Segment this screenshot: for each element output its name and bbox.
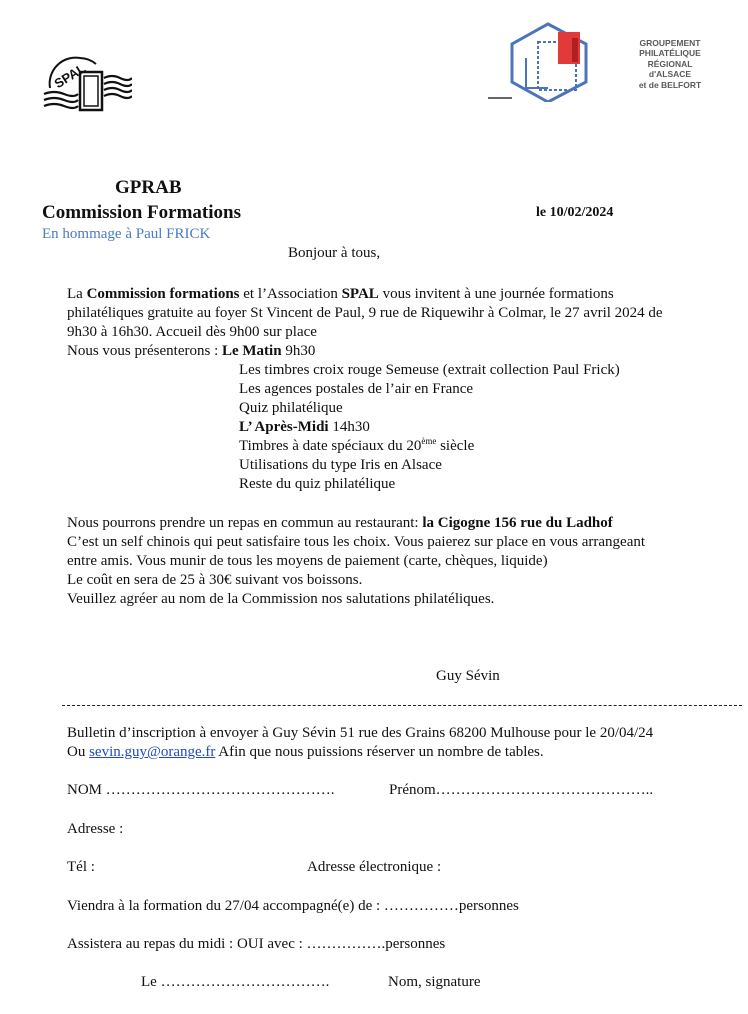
tribute-line: En hommage à Paul FRICK [42, 226, 211, 242]
org-name: GPRAB [115, 177, 182, 198]
commission-title: Commission Formations [42, 202, 241, 223]
afternoon-label: L’ Après-Midi [239, 419, 329, 435]
meal-line: Le coût en sera de 25 à 30€ suivant vos boissons. [67, 572, 363, 588]
intro-line: philatéliques gratuite au foyer St Vincent de Paul, 9 rue de Riquewihr à Colmar, le 27 avril 2024 de [67, 305, 663, 321]
registration-instructions [67, 724, 653, 762]
intro-bold: Commission formations [86, 286, 240, 302]
restaurant-name: la Cigogne 156 rue du Ladhof [422, 515, 613, 531]
afternoon-heading [239, 418, 370, 437]
program-item: Utilisations du type Iris en Alsace [239, 457, 442, 473]
bulletin-text: Afin que nous puissions réserver un nombre de tables. [215, 744, 544, 760]
morning-time: 9h30 [281, 343, 316, 359]
spal-logo-text: SPAL [51, 60, 89, 92]
meal-line: C’est un self chinois qui peut satisfaire tous les choix. Vous paierez sur place en vous arrangeant [67, 534, 646, 550]
item-text: siècle [436, 438, 475, 454]
letter-date: le 10/02/2024 [536, 205, 614, 220]
date-place-field[interactable]: Le ……………………………. [141, 974, 330, 990]
logo-line: PHILATÉLIQUE [639, 48, 701, 59]
tel-field[interactable]: Tél : [67, 859, 95, 875]
logo-line: et de BELFORT [638, 79, 702, 90]
nom-field[interactable]: NOM ………………………………………. [67, 782, 335, 798]
bulletin-text: Ou [67, 744, 90, 760]
meal-paragraph [67, 514, 645, 609]
signature-field[interactable]: Nom, signature [388, 974, 481, 990]
prenom-field[interactable]: Prénom…………………………………….. [389, 782, 654, 798]
formation-attendance-field[interactable]: Viendra à la formation du 27/04 accompagné(e) de : ……………personnes [67, 898, 519, 914]
gprab-logo-label [620, 38, 720, 90]
meal-attendance-field[interactable]: Assistera au repas du midi : OUI avec : …………….personnes [67, 936, 446, 952]
program-item: Les agences postales de l’air en France [239, 381, 474, 397]
intro-line: 9h30 à 16h30. Accueil dès 9h00 sur place [67, 324, 317, 340]
spal-logo [40, 50, 132, 114]
intro-text: La [67, 286, 87, 302]
morning-label: Le Matin [221, 343, 282, 359]
intro-paragraph [67, 285, 739, 361]
gprab-logo [486, 18, 616, 102]
intro-text: et l’Association [239, 286, 342, 302]
email-field[interactable]: Adresse électronique : [307, 859, 442, 875]
logo-line: RÉGIONAL [647, 58, 693, 69]
program-item [239, 437, 474, 456]
intro-bold: SPAL [341, 286, 379, 302]
logo-line: d'ALSACE [648, 69, 692, 80]
meal-text: Nous pourrons prendre un repas en commun au restaurant: [67, 515, 423, 531]
program-item: Quiz philatélique [239, 400, 343, 416]
intro-text: vous invitent à une journée formations [378, 286, 614, 302]
cut-line-separator [62, 705, 742, 706]
adresse-field[interactable]: Adresse : [67, 821, 124, 837]
superscript: ème [421, 436, 437, 446]
program-item: Reste du quiz philatélique [239, 476, 396, 492]
afternoon-time: 14h30 [328, 419, 370, 435]
signature: Guy Sévin [436, 668, 500, 684]
item-text: Timbres à date spéciaux du 20 [239, 438, 422, 454]
bulletin-line: Bulletin d’inscription à envoyer à Guy Sévin 51 rue des Grains 68200 Mulhouse pour le 20/04/24 [67, 725, 654, 741]
meal-line: entre amis. Vous munir de tous les moyens de paiement (carte, chèques, liquide) [67, 553, 548, 569]
greeting: Bonjour à tous, [288, 245, 381, 261]
logo-line: GROUPEMENT [639, 38, 701, 48]
program-label: Nous vous présenterons : [67, 343, 222, 359]
email-link[interactable]: sevin.guy@orange.fr [89, 744, 216, 760]
closing-line: Veuillez agréer au nom de la Commission nos salutations philatéliques. [67, 591, 495, 607]
program-item: Les timbres croix rouge Semeuse (extrait collection Paul Frick) [239, 362, 620, 378]
